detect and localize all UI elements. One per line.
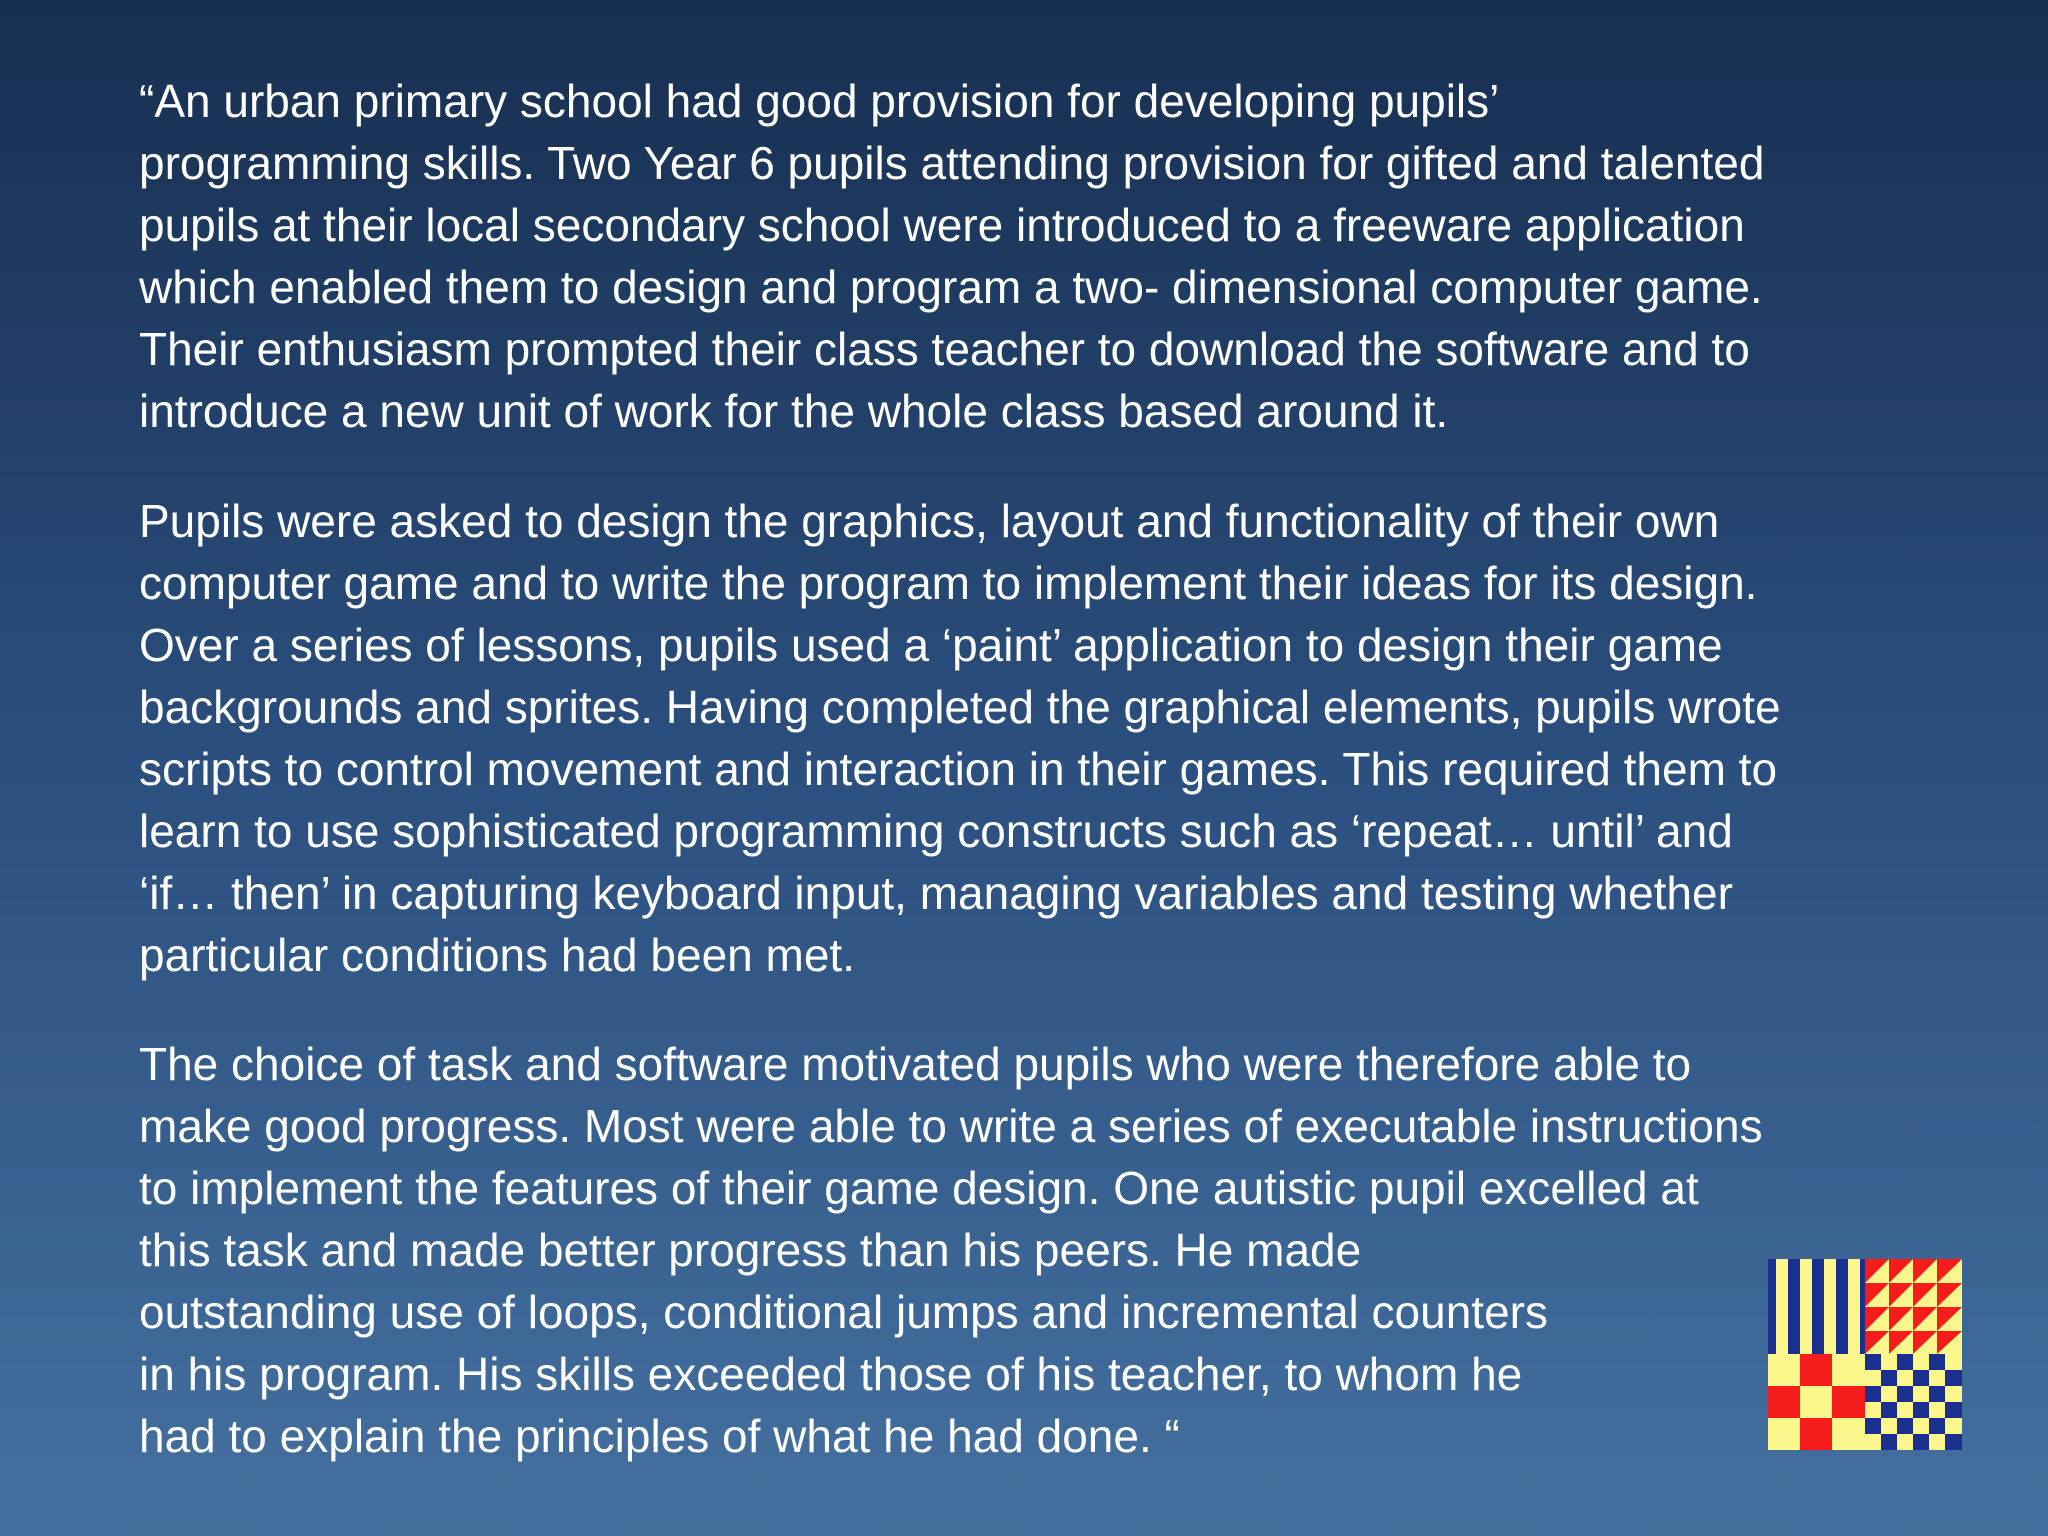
text-line: which enabled them to design and program a two- dimensional computer game. xyxy=(139,261,1763,313)
text-line: backgrounds and sprites. Having completed the graphical elements, pupils wrote xyxy=(139,681,1781,733)
quote-paragraph-2 xyxy=(139,490,1781,986)
text-line: Over a series of lessons, pupils used a ‘paint’ application to design their game xyxy=(139,619,1723,671)
text-line: outstanding use of loops, conditional jumps and incremental counters xyxy=(139,1286,1548,1338)
text-line: pupils at their local secondary school were introduced to a freeware application xyxy=(139,199,1745,251)
text-line: “An urban primary school had good provision for developing pupils’ xyxy=(139,75,1500,127)
text-line: Pupils were asked to design the graphics, layout and functionality of their own xyxy=(139,495,1720,547)
text-line: particular conditions had been met. xyxy=(139,929,855,981)
text-line: had to explain the principles of what he had done. “ xyxy=(139,1410,1180,1462)
quote-paragraph-3 xyxy=(139,1033,1763,1467)
text-line: learn to use sophisticated programming constructs such as ‘repeat… until’ and xyxy=(139,805,1733,857)
text-line: scripts to control movement and interaction in their games. This required them to xyxy=(139,743,1778,795)
text-line: in his program. His skills exceeded those of his teacher, to whom he xyxy=(139,1348,1523,1400)
text-line: The choice of task and software motivated pupils who were therefore able to xyxy=(139,1038,1692,1090)
checker-quadrant-red xyxy=(1768,1354,1865,1450)
text-line: introduce a new unit of work for the whole class based around it. xyxy=(139,385,1449,437)
triangles-quadrant xyxy=(1865,1259,1962,1354)
text-line: computer game and to write the program to implement their ideas for its design. xyxy=(139,557,1758,609)
text-line: Their enthusiasm prompted their class teacher to download the software and to xyxy=(139,323,1750,375)
text-line: ‘if… then’ in capturing keyboard input, managing variables and testing whether xyxy=(139,867,1733,919)
checker-quadrant-navy xyxy=(1865,1354,1962,1450)
text-line: this task and made better progress than his peers. He made xyxy=(139,1224,1362,1276)
pattern-quilt-icon xyxy=(1768,1259,1962,1450)
quote-paragraph-1 xyxy=(139,70,1764,442)
text-line: to implement the features of their game design. One autistic pupil excelled at xyxy=(139,1162,1699,1214)
text-line: make good progress. Most were able to write a series of executable instructions xyxy=(139,1100,1763,1152)
text-line: programming skills. Two Year 6 pupils attending provision for gifted and talented xyxy=(139,137,1765,189)
